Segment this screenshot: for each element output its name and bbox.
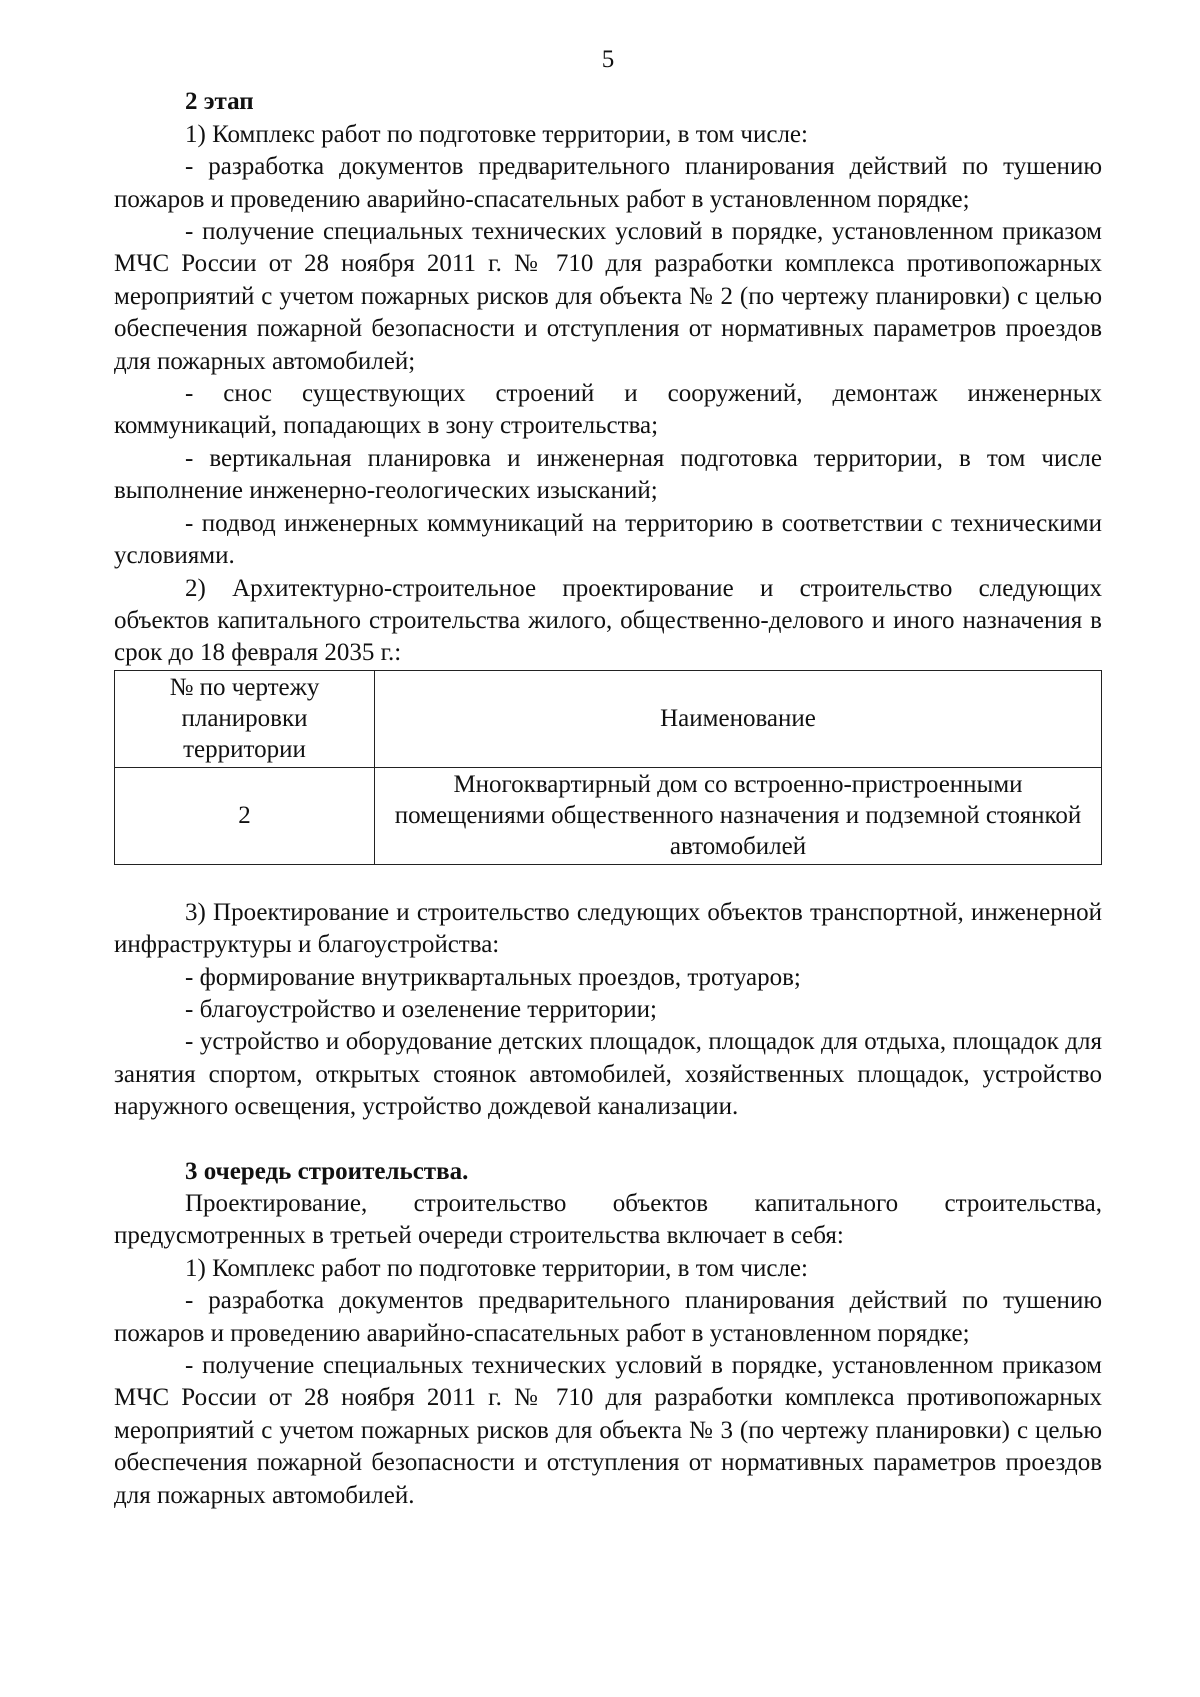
table-cell-number: 2 [115, 767, 375, 864]
stage-3-fire-planning: - разработка документов предварительного планирования действий по тушению пожаров и проведению аварийно-спасательных работ в установленном порядке; [114, 1287, 1102, 1347]
stage-2-landscaping: - благоустройство и озеленение территории; [185, 995, 657, 1023]
stage-3-intro: Проектирование, строительство объектов капитального строительства, предусмотренных в третьей очереди строительства включает в себя: [114, 1189, 1102, 1250]
stage-2-driveways: - формирование внутриквартальных проездов, тротуаров; [185, 963, 801, 991]
stage-2-fire-planning: - разработка документов предварительного планирования действий по тушению пожаров и проведению аварийно-спасательных работ в установленном порядке; [114, 153, 1102, 213]
table-row [115, 767, 1102, 864]
stage-2-item-2: 2) Архитектурно-строительное проектирование и строительство следующих объектов капитального строительства жилого, общественно-делового и иного назначения в срок до 18 февраля 2035 г.: [114, 574, 1102, 667]
stage-2-item-1: 1) Комплекс работ по подготовке территории, в том числе: [185, 120, 808, 148]
section-spacer [114, 1124, 1102, 1156]
stage-2-utilities: - подвод инженерных коммуникаций на территорию в соответствии с техническими условиями. [114, 509, 1102, 570]
table-cell-name: Многоквартирный дом со встроенно-пристроенными помещениями общественного назначения и подземной стоянкой автомобилей [375, 767, 1102, 864]
stage-2-playgrounds: - устройство и оборудование детских площадок, площадок для отдыха, площадок для занятия спортом, открытых стоянок автомобилей, хозяйственных площадок, устройство наружного освещения, устройство дождевой канализации. [114, 1028, 1102, 1121]
objects-table [114, 670, 1102, 865]
stage-2-special-conditions: - получение специальных технических условий в порядке, установленном приказом МЧС России от 28 ноября 2011 г. № 710 для разработки комплекса противопожарных мероприятий с учетом пожарных рисков для объекта № 2 (по чертежу планировки) с целью обеспечения пожарной безопасности и отступления от нормативных параметров проездов для пожарных автомобилей; [114, 218, 1102, 375]
stage-2-item-3: 3) Проектирование и строительство следующих объектов транспортной, инженерной инфраструктуры и благоустройства: [114, 898, 1102, 959]
stage-3-special-conditions: - получение специальных технических условий в порядке, установленном приказом МЧС России от 28 ноября 2011 г. № 710 для разработки комплекса противопожарных мероприятий с учетом пожарных рисков для объекта № 3 (по чертежу планировки) с целью обеспечения пожарной безопасности и отступления от нормативных параметров проездов для пожарных автомобилей. [114, 1352, 1102, 1509]
table-header-row [115, 670, 1102, 767]
stage-3-item-1: 1) Комплекс работ по подготовке территории, в том числе: [185, 1254, 808, 1282]
stage-2-heading: 2 этап [185, 88, 254, 116]
stage-2-demolition: - снос существующих строений и сооружений, демонтаж инженерных коммуникаций, попадающих в зону строительства; [114, 380, 1102, 440]
stage-3-heading: 3 очередь строительства. [185, 1157, 469, 1185]
stage-3-section [114, 1156, 1102, 1512]
page-number: 5 [601, 46, 615, 73]
stage-2-vertical-planning: - вертикальная планировка и инженерная подготовка территории, в том числе выполнение инженерно-геологических изысканий; [114, 444, 1102, 505]
stage-2-section [114, 86, 1102, 1123]
table-header-name: Наименование [375, 670, 1102, 767]
table-header-number: № по чертежу планировки территории [115, 670, 375, 767]
